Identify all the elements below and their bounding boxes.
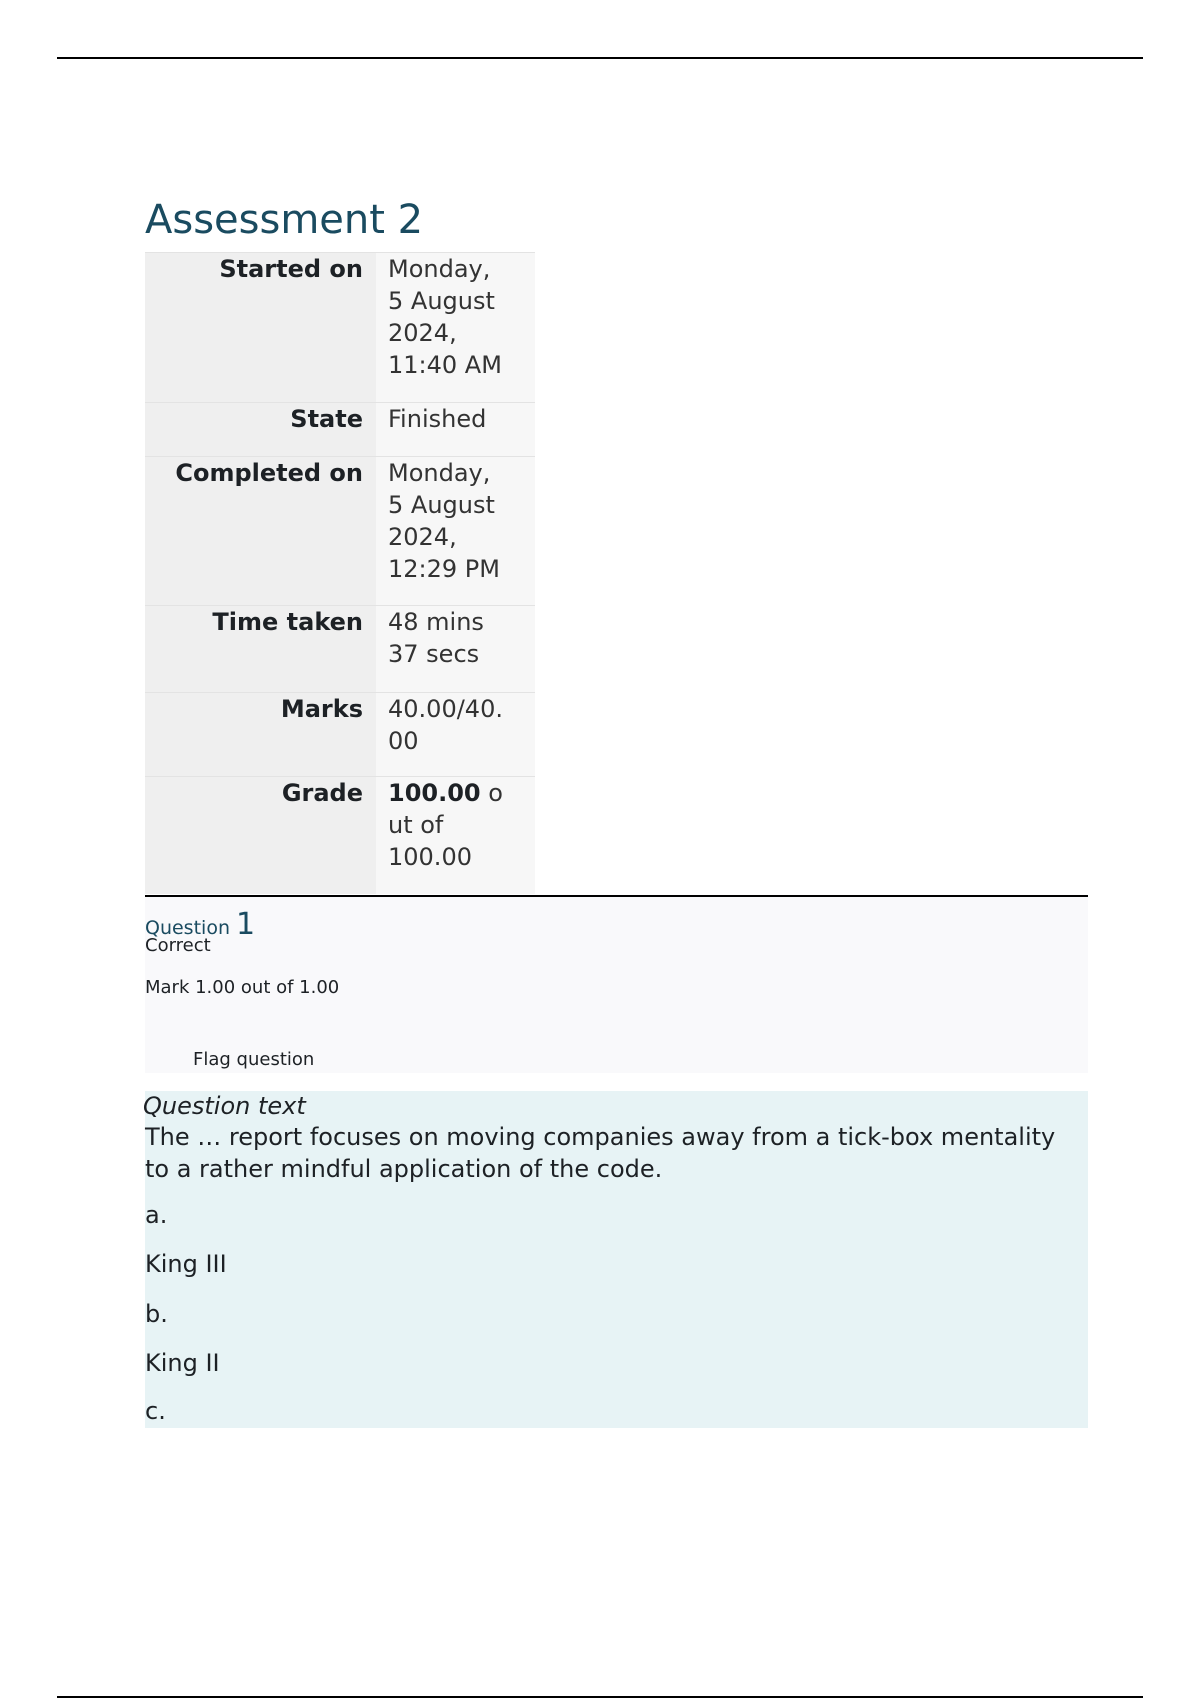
option-letter-c: c.: [145, 1397, 166, 1425]
marks-line: 40.00/40.: [388, 695, 503, 723]
grade-score: 100.00: [388, 779, 481, 807]
marks-value: [376, 693, 535, 777]
question-text: The … report focuses on moving companies away from a tick-box mentality to a rather mindful application of the code.: [145, 1123, 1056, 1183]
summary-row-state: [145, 403, 535, 457]
completed-value-line: Monday,: [388, 459, 491, 487]
flag-question-button[interactable]: Flag question: [193, 1049, 315, 1070]
state-label: State: [145, 403, 376, 457]
option-letter-b: b.: [145, 1300, 168, 1328]
grade-value: [376, 777, 535, 894]
started-value-line: 11:40 AM: [388, 351, 502, 379]
started-value-line: Monday,: [388, 255, 491, 283]
grade-label: Grade: [145, 777, 376, 894]
time-taken-line: 37 secs: [388, 640, 480, 668]
state-value-text: Finished: [388, 405, 487, 433]
attempt-summary-table: [145, 252, 535, 894]
bottom-rule: [57, 1696, 1143, 1698]
started-value: [376, 253, 535, 403]
question-content: [145, 1091, 1088, 1428]
time-taken-label: Time taken: [145, 606, 376, 693]
question-text-heading: Question text: [143, 1092, 306, 1120]
question-label: Question: [145, 917, 230, 939]
summary-row-marks: [145, 693, 535, 777]
marks-label: Marks: [145, 693, 376, 777]
option-answer-a[interactable]: King III: [145, 1250, 227, 1278]
option-letter-a: a.: [145, 1201, 168, 1229]
page-title: Assessment 2: [145, 197, 424, 243]
question-number-value: 1: [235, 907, 256, 942]
option-answer-b[interactable]: King II: [145, 1349, 220, 1377]
completed-value-line: 5 August: [388, 491, 495, 519]
summary-row-grade: [145, 777, 535, 894]
question-grade: Mark 1.00 out of 1.00: [145, 977, 340, 998]
started-value-line: 5 August: [388, 287, 495, 315]
top-rule: [57, 57, 1143, 59]
completed-value-line: 12:29 PM: [388, 555, 500, 583]
completed-value-line: 2024,: [388, 523, 457, 551]
completed-label: Completed on: [145, 457, 376, 606]
marks-line: 00: [388, 727, 419, 755]
time-taken-value: [376, 606, 535, 693]
question-state: Correct: [145, 935, 211, 956]
grade-line: 100.00: [388, 843, 472, 871]
started-label: Started on: [145, 253, 376, 403]
state-value: [376, 403, 535, 457]
summary-row-time-taken: [145, 606, 535, 693]
grade-line: ut of: [388, 811, 444, 839]
time-taken-line: 48 mins: [388, 608, 484, 636]
started-value-line: 2024,: [388, 319, 457, 347]
question-info-panel: [145, 895, 1088, 1073]
grade-suffix: o: [488, 779, 503, 807]
completed-value: [376, 457, 535, 606]
summary-row-completed: [145, 457, 535, 606]
summary-row-started: [145, 253, 535, 403]
